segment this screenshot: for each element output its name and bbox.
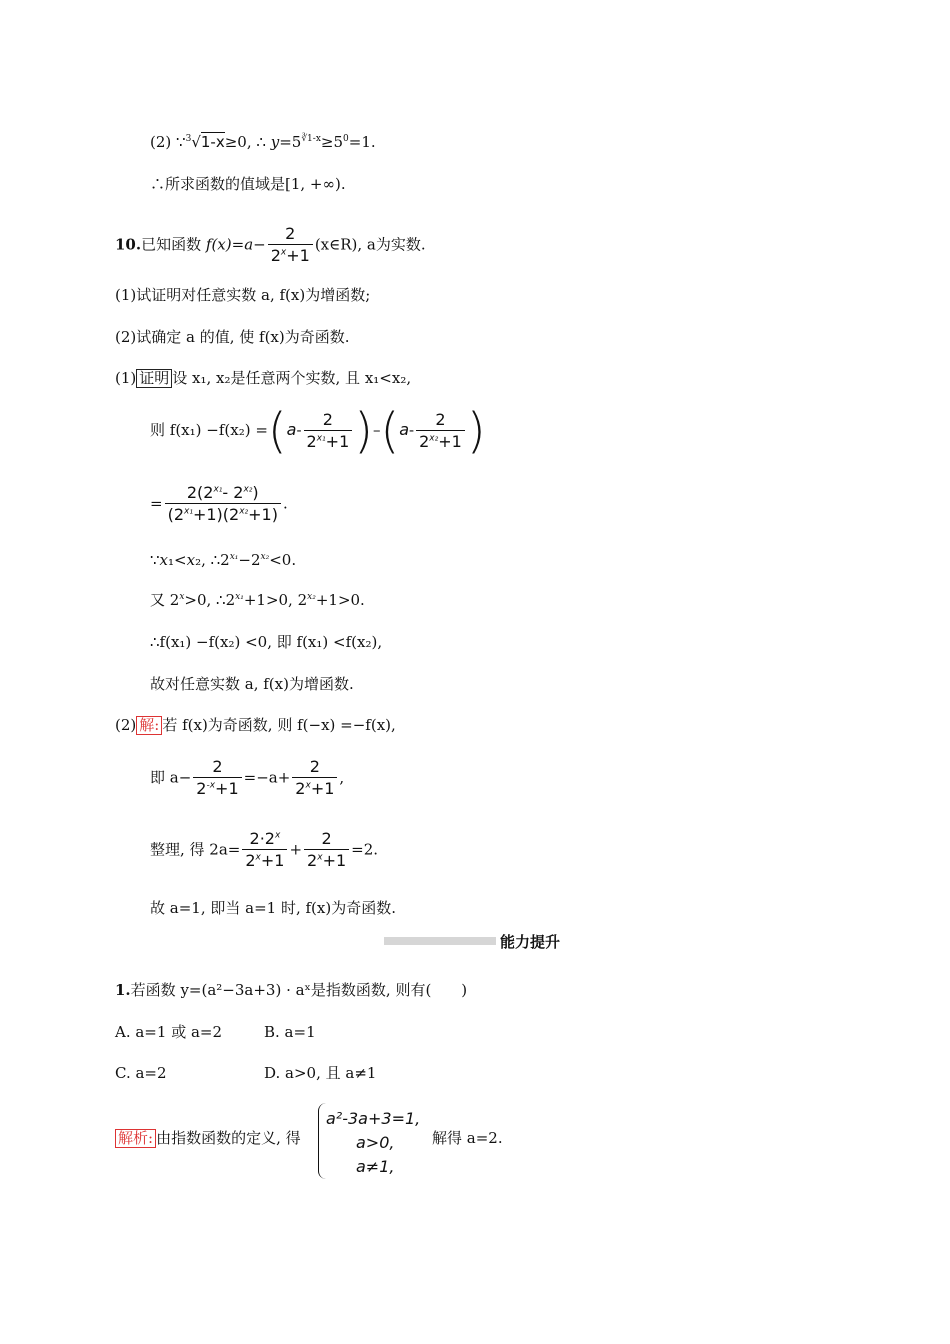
proof-line4: ∵x₁<x₂, $\therefore 2^{x_1}-2^{x_2}<0$. (150, 551, 297, 569)
q1-solution (115, 1128, 301, 1148)
text: , (339, 768, 345, 787)
denominator: $2^x+1$ (268, 244, 313, 267)
proof-line6: ∴f(x₁) −f(x₂) <0, 即 f(x₁) <f(x₂), (150, 633, 383, 651)
minus: - (409, 421, 415, 439)
numerator: 2 (285, 224, 296, 243)
radical: √1-x (191, 133, 225, 151)
system-row-3: a≠1, (356, 1157, 395, 1176)
section-bar (384, 937, 496, 945)
paren-left: ( (380, 403, 400, 459)
part-label: (2) (115, 716, 137, 734)
line-p1-1 (150, 132, 376, 152)
part-label: (1) (115, 369, 137, 387)
numerator: 2 (212, 757, 223, 776)
fraction (242, 829, 287, 872)
option-d[interactable]: D. a>0, 且 a≠1 (264, 1064, 377, 1082)
paren-left: ( (267, 403, 287, 459)
var-a: a (399, 420, 410, 439)
text: =a− (231, 235, 266, 254)
denominator: $2^{x_1}+1$ (304, 430, 353, 453)
fx: f(x) (205, 235, 232, 254)
exp-zero: 0 (343, 134, 349, 144)
den-rest: +1 (325, 431, 350, 451)
paren-right: ) (466, 403, 486, 459)
num-text: 2·2 (249, 829, 275, 848)
denominator: $2^x+1$ (304, 849, 349, 872)
fraction (304, 829, 349, 872)
proof-line5: 又 $2^x>0$, $\therefore 2^{x_1}+1>0$, $2^{x_2}+1>0$. (150, 591, 365, 609)
den-base: 2 (270, 246, 281, 265)
var-a: a (286, 420, 297, 439)
paren-right: ) (354, 403, 373, 459)
text: 已知函数 (141, 235, 202, 254)
text: =2. (351, 840, 379, 859)
text: 即 a− (150, 768, 192, 787)
option-b[interactable]: B. a=1 (264, 1023, 316, 1041)
solution-box: 解: (136, 716, 162, 735)
question-10-part2: (2)试确定 a 的值, 使 f(x)为奇函数. (115, 328, 350, 346)
sol2-line2 (150, 757, 344, 800)
numerator: 2 (321, 829, 332, 848)
fraction (292, 757, 337, 800)
text: + (289, 840, 303, 859)
question-10-part1: (1)试证明对任意实数 a, f(x)为增函数; (115, 286, 371, 304)
denominator: $2^x+1$ (292, 777, 337, 800)
solution-box: 解析: (115, 1129, 156, 1148)
numerator: $2(2^{x_1}-$ $2^{x_2}$) (186, 483, 259, 502)
system-row-1: a²-3a+3=1, (326, 1109, 421, 1128)
var-y: y (270, 133, 280, 151)
option-a[interactable]: A. a=1 或 a=2 (115, 1023, 223, 1041)
text: (x∈R), a为实数. (314, 235, 426, 254)
numerator: $2\cdot 2^x$ (249, 829, 281, 848)
text: 若函数 y=(a²−3a+3) · aˣ是指数函数, 则有( ) (130, 981, 468, 999)
question-number: 10. (115, 235, 142, 254)
fraction (193, 757, 241, 800)
text: 则 f(x₁) −f(x₂) = (150, 421, 268, 439)
text: = (150, 494, 163, 513)
question-10-stem (115, 224, 426, 267)
den-base: 2 (419, 431, 430, 451)
text: . (282, 494, 288, 513)
text: ≥0, ∴ (224, 133, 266, 151)
fraction (268, 224, 313, 267)
question-number: 1. (115, 981, 131, 999)
text: 若 f(x)为奇函数, 则 f(−x) =−f(x), (162, 716, 396, 734)
numerator: 2 (309, 757, 320, 776)
text: 设 x₁, x₂是任意两个实数, 且 x₁<x₂, (172, 369, 412, 387)
section-title: 能力提升 (500, 933, 561, 951)
proof-line2: 则 f(x₁) −f(x₂) =(a- $\frac{2}{2^{x_1}+1}$ )–(a- $\frac{2}{2^{x_2}+1}$ ) (150, 403, 486, 459)
equation-system (318, 1103, 428, 1181)
text: ≥5 (320, 133, 344, 151)
fraction (165, 483, 281, 526)
denominator: $(2^{x_1}+1)(2^{x_2}+1)$ (165, 503, 281, 526)
sol2-line1 (115, 715, 396, 735)
question-1-stem (115, 980, 467, 1000)
text: 整理, 得 2a= (150, 840, 241, 859)
denominator: $2^x+1$ (242, 849, 287, 872)
text: =−a+ (243, 768, 291, 787)
den-rest: +1 (286, 246, 310, 265)
denominator: $2^{x_2}+1$ (416, 430, 465, 453)
fraction (304, 410, 353, 453)
because-symbol: ∵ (176, 133, 186, 151)
exp-root: ∛1-x (301, 134, 321, 144)
fraction (416, 410, 465, 453)
minus: - (296, 421, 302, 439)
numerator: 2 (435, 409, 446, 429)
root-index: 3 (185, 134, 192, 144)
numerator: 2 (322, 409, 333, 429)
text: =1. (348, 133, 376, 151)
option-c[interactable]: C. a=2 (115, 1064, 167, 1082)
part-label: (2) (150, 133, 172, 151)
proof-box: 证明 (136, 369, 172, 388)
den-base: 2 (306, 431, 317, 451)
text: =5 (279, 133, 302, 151)
system-row-2: a>0, (356, 1133, 395, 1152)
text: 由指数函数的定义, 得 (156, 1129, 301, 1147)
proof-line3 (150, 483, 288, 526)
q1-solution-end: 解得 a=2. (432, 1129, 503, 1147)
sol2-line3 (150, 829, 378, 872)
proof-line7: 故对任意实数 a, f(x)为增函数. (150, 675, 354, 693)
sol2-line4: 故 a=1, 即当 a=1 时, f(x)为奇函数. (150, 899, 396, 917)
proof-line1 (115, 368, 411, 388)
den-rest: +1 (438, 431, 462, 451)
denominator: $2^{-x}+1$ (193, 777, 241, 800)
line-p1-2: ∴所求函数的值域是[1, +∞). (150, 175, 346, 193)
radicand: 1-x (200, 133, 225, 151)
